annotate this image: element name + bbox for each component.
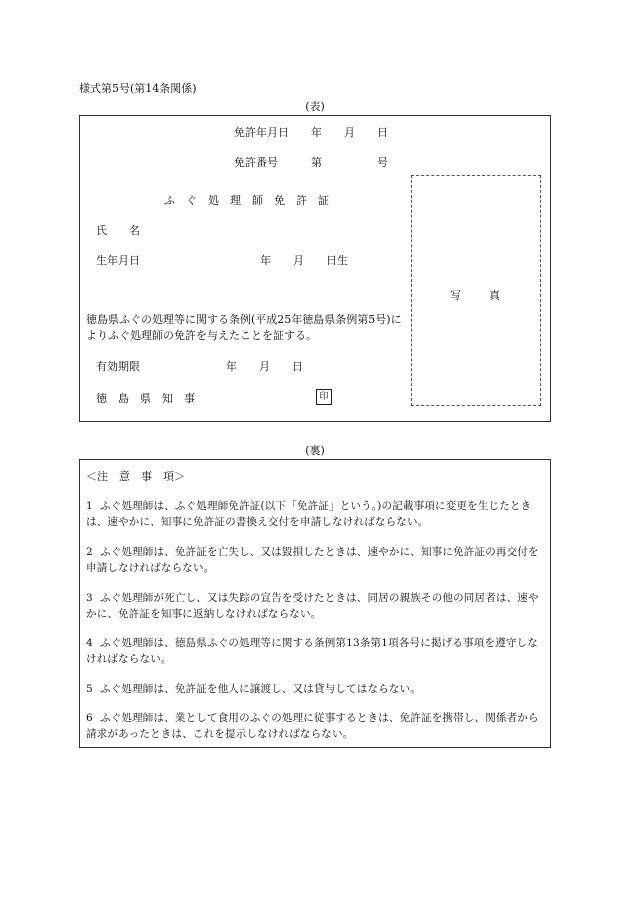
governor-label: 徳 島 県 知 事 [96,392,195,405]
birth-date-blank: 年 月 日生 [260,254,348,267]
name-label: 氏 名 [96,224,140,237]
note-number: 6 [86,712,93,724]
notes-heading: ＜注 意 事 項＞ [86,470,185,483]
front-side-label: (表) [305,100,325,113]
certification-statement: 徳島県ふぐの処理等に関する条例(平成25年徳島県条例第5号)によりふぐ処理師の免許を与えたことを証する。 [86,313,402,342]
license-title: ふ ぐ 処 理 師 免 許 証 [164,194,329,207]
form-number: 様式第5号(第14条関係) [79,82,197,95]
note-text: ふぐ処理師は、ふぐ処理師免許証(以下「免許証」という。)の記載事項に変更を生じたときは、速やかに、知事に免許証の書換え交付を申請しなければならない。 [86,500,532,528]
seal-mark: 印 [316,389,332,405]
license-front [79,115,551,422]
note-item [86,710,544,742]
note-item [86,498,544,530]
note-number: 5 [86,683,93,695]
validity-blank: 年 月 日 [226,360,303,373]
note-text: ふぐ処理師は、業として食用のふぐの処理に従事するときは、免許証を携帯し、関係者から請求があったときは、これを提示しなければならない。 [86,712,539,740]
validity-label: 有効期限 [96,360,140,373]
note-number: 3 [86,592,93,604]
note-text: ふぐ処理師は、免許証を亡失し、又は毀損したときは、速やかに、知事に免許証の再交付を申請しなければならない。 [86,546,539,574]
back-side-label: (裏) [305,444,325,457]
note-text: ふぐ処理師は、徳島県ふぐの処理等に関する条例第13条第1項各号に掲げる事項を遵守しなければならない。 [86,637,538,665]
birth-date-label: 生年月日 [96,254,140,267]
note-number: 4 [86,637,93,649]
note-item [86,544,544,576]
license-back [79,459,551,748]
license-number-label: 免許番号 第 号 [234,156,388,169]
note-item [86,635,544,667]
note-text: ふぐ処理師が死亡し、又は失踪の宣告を受けたときは、同居の親族その他の同居者は、速やかに、免許証を知事に返納しなければならない。 [86,592,539,620]
note-item [86,590,544,622]
note-text: ふぐ処理師は、免許証を他人に譲渡し、又は貸与してはならない。 [100,683,421,695]
photo-label: 写 真 [450,289,502,302]
license-date-label: 免許年月日 年 月 日 [234,126,388,139]
note-number: 1 [86,500,93,512]
note-number: 2 [86,546,93,558]
photo-area [411,175,541,406]
note-item [86,681,544,697]
